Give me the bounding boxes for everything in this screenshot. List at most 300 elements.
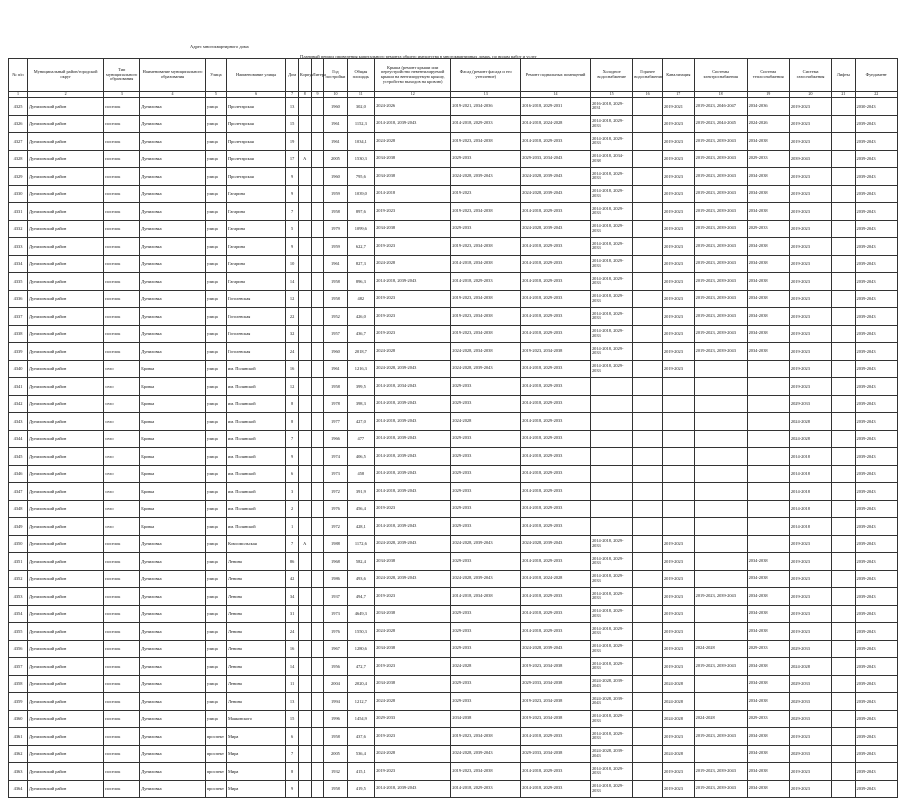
table-cell: Дуниловка xyxy=(140,693,206,711)
table-cell: 2029-2033 xyxy=(451,693,521,711)
table-cell: Ленина xyxy=(226,675,285,693)
table-cell: 2014-2018, 2029-2033 xyxy=(590,658,632,676)
table-cell xyxy=(298,255,311,273)
table-cell: 1216,3 xyxy=(347,360,375,378)
table-cell: 436,7 xyxy=(347,325,375,343)
table-cell: улица xyxy=(205,238,226,256)
table-cell xyxy=(298,378,311,396)
table-cell: 2014-2018, 2034-2038 xyxy=(451,588,521,606)
table-cell: 458 xyxy=(347,465,375,483)
table-cell: село xyxy=(104,430,140,448)
table-cell: 2014-2018, 2029-2033 xyxy=(521,133,591,151)
table-cell: 472,7 xyxy=(347,658,375,676)
table-cell xyxy=(633,623,663,641)
table-cell: 6 xyxy=(286,728,299,746)
table-cell: Дуниловский район xyxy=(28,553,104,571)
table-cell xyxy=(662,430,694,448)
table-cell: Дуниловский район xyxy=(28,290,104,308)
table-cell: улица xyxy=(205,658,226,676)
table-cell: 2029-2033 xyxy=(451,518,521,536)
table-cell: 2 xyxy=(286,500,299,518)
table-cell: 2019-2023, 2039-2043 xyxy=(694,658,747,676)
table-cell xyxy=(298,605,311,623)
table-cell: 2039-2043 xyxy=(855,395,898,413)
table-cell: Дуниловка xyxy=(140,728,206,746)
table-cell: 2014-2018, 2039-2043 xyxy=(375,395,451,413)
table-cell: 2014-2018, 2029-2033 xyxy=(590,763,632,781)
table-cell xyxy=(832,185,855,203)
table-cell: 2019-2023 xyxy=(789,290,831,308)
table-cell: 2034-2038 xyxy=(747,553,789,571)
table-cell: 2024-2028, 2039-2043 xyxy=(590,745,632,763)
table-cell: Дуниловка xyxy=(140,308,206,326)
table-cell: Дуниловский район xyxy=(28,255,104,273)
table-cell xyxy=(662,518,694,536)
table-cell: 2039-2043 xyxy=(855,780,898,798)
table-cell: улица xyxy=(205,605,226,623)
table-cell xyxy=(832,168,855,186)
table-cell: 2029-2033, 2034-2038 xyxy=(521,675,591,693)
table-cell: 4355 xyxy=(9,623,28,641)
table-cell: 2014-2018, 2029-2033 xyxy=(590,133,632,151)
column-header: Система газоснабжения xyxy=(789,59,831,92)
table-cell xyxy=(298,325,311,343)
table-cell: улица xyxy=(205,395,226,413)
table-cell: 2014-2018, 2029-2033 xyxy=(521,378,591,396)
table-cell xyxy=(311,780,324,798)
table-cell: 2029-2033 xyxy=(747,220,789,238)
table-cell: 2014-2018, 2029-2033 xyxy=(521,553,591,571)
table-cell: 1957 xyxy=(324,325,347,343)
table-cell xyxy=(298,413,311,431)
table-cell: Дуниловка xyxy=(140,640,206,658)
table-cell: 2019-2023 xyxy=(662,360,694,378)
table-cell: 2019-2023, 2039-2043 xyxy=(694,325,747,343)
table-cell: 15 xyxy=(286,115,299,133)
table-cell: 2004 xyxy=(324,675,347,693)
table-cell: 2019-2023 xyxy=(662,588,694,606)
column-number: 7 xyxy=(286,92,299,98)
table-cell: 2019-2023 xyxy=(789,133,831,151)
table-cell: улица xyxy=(205,640,226,658)
table-cell: 19 xyxy=(286,133,299,151)
table-cell xyxy=(832,658,855,676)
table-cell: 2014-2018, 2029-2033 xyxy=(590,290,632,308)
table-cell: Дуниловский район xyxy=(28,203,104,221)
table-cell: поселок xyxy=(104,710,140,728)
table-cell xyxy=(590,448,632,466)
table-cell xyxy=(311,518,324,536)
table-cell xyxy=(311,658,324,676)
table-cell: улица xyxy=(205,483,226,501)
table-row xyxy=(9,710,898,728)
table-cell: 2014-2018, 2029-2033 xyxy=(590,168,632,186)
table-cell: 2029-2033 xyxy=(747,640,789,658)
table-cell: 2019-2023, 2034-2038 xyxy=(451,325,521,343)
table-cell: поселок xyxy=(104,290,140,308)
table-cell: 7 xyxy=(286,745,299,763)
table-cell: Дуниловка xyxy=(140,763,206,781)
table-cell: Гоголевская xyxy=(226,290,285,308)
table-cell: 2019-2023, 2039-2043 xyxy=(694,185,747,203)
table-cell: 2039-2043 xyxy=(855,150,898,168)
table-row xyxy=(9,553,898,571)
table-cell xyxy=(694,378,747,396)
table-cell xyxy=(311,98,324,116)
table-cell: 2039-2043 xyxy=(855,623,898,641)
table-cell: 2034-2038 xyxy=(375,150,451,168)
table-cell: Дуниловка xyxy=(140,605,206,623)
table-cell: 2034-2038 xyxy=(375,605,451,623)
table-cell xyxy=(633,518,663,536)
table-cell: Дуниловский район xyxy=(28,623,104,641)
table-cell: 1172,6 xyxy=(347,535,375,553)
table-cell: 2024-2028 xyxy=(789,413,831,431)
table-cell: 11 xyxy=(286,675,299,693)
table-cell: 1973 xyxy=(324,465,347,483)
column-number: 20 xyxy=(789,92,831,98)
table-cell: 2020,4 xyxy=(347,675,375,693)
table-cell: Дуниловка xyxy=(140,325,206,343)
table-cell xyxy=(747,535,789,553)
table-cell: 2014-2018 xyxy=(789,465,831,483)
table-cell xyxy=(832,675,855,693)
table-cell xyxy=(311,763,324,781)
table-cell xyxy=(298,745,311,763)
table-cell: 2014-2018 xyxy=(789,448,831,466)
column-number: 17 xyxy=(662,92,694,98)
table-cell xyxy=(311,238,324,256)
table-cell xyxy=(633,483,663,501)
table-cell xyxy=(311,465,324,483)
table-cell: 2034-2038 xyxy=(747,780,789,798)
table-cell: Бровка xyxy=(140,430,206,448)
table-cell: 2029-2033 xyxy=(451,448,521,466)
table-cell: 2019-2023, 2039-2043 xyxy=(694,133,747,151)
table-cell: улица xyxy=(205,203,226,221)
table-cell: Дуниловский район xyxy=(28,728,104,746)
table-cell xyxy=(832,465,855,483)
table-cell: 2019-2023 xyxy=(662,780,694,798)
table-cell: 2029-2033 xyxy=(451,150,521,168)
table-row xyxy=(9,308,898,326)
table-cell xyxy=(694,465,747,483)
table-cell: 2014-2018, 2029-2033 xyxy=(521,605,591,623)
table-cell xyxy=(747,465,789,483)
table-cell: 4331 xyxy=(9,203,28,221)
table-body xyxy=(9,98,898,798)
table-cell xyxy=(633,133,663,151)
table-cell: 391,9 xyxy=(347,483,375,501)
table-cell: 2019-2023, 2039-2043 xyxy=(694,290,747,308)
table-cell: 2024-2028 xyxy=(694,640,747,658)
table-cell: 2014-2018, 2039-2043 xyxy=(375,115,451,133)
table-cell xyxy=(590,413,632,431)
table-row xyxy=(9,518,898,536)
table-cell: 2034-2036 xyxy=(747,98,789,116)
table-cell: Дуниловка xyxy=(140,168,206,186)
table-cell: 2029-2033 xyxy=(451,430,521,448)
table-cell: 2014-2018, 2029-2033 xyxy=(521,623,591,641)
table-cell: Дуниловка xyxy=(140,343,206,361)
table-cell: 2034-2038 xyxy=(747,308,789,326)
table-cell: Комсомольская xyxy=(226,535,285,553)
table-cell: 2029-2033 xyxy=(451,378,521,396)
table-cell: 2029-2033 xyxy=(747,710,789,728)
table-cell: 4325 xyxy=(9,98,28,116)
table-cell: 8 xyxy=(286,395,299,413)
table-cell: 2024-2028, 2039-2043 xyxy=(521,185,591,203)
table-cell: 2014-2018, 2029-2033 xyxy=(521,273,591,291)
table-cell: улица xyxy=(205,535,226,553)
table-cell: Гагарина xyxy=(226,203,285,221)
table-cell: 4345 xyxy=(9,448,28,466)
table-cell xyxy=(311,220,324,238)
table-cell: 5 xyxy=(286,220,299,238)
table-cell: 1986 xyxy=(324,570,347,588)
table-cell: 1996 xyxy=(324,710,347,728)
table-cell xyxy=(832,588,855,606)
table-cell: Гагарина xyxy=(226,185,285,203)
table-cell: 536,4 xyxy=(347,745,375,763)
table-cell: 2029-2033 xyxy=(451,553,521,571)
table-cell: 2029-2033 xyxy=(451,605,521,623)
table-cell: Бровка xyxy=(140,448,206,466)
table-cell: 1958 xyxy=(324,203,347,221)
table-cell: 2019-2023 xyxy=(789,343,831,361)
table-cell: 2014-2018, 2029-2033 xyxy=(590,203,632,221)
table-cell: 2039-2043 xyxy=(855,203,898,221)
table-cell: поселок xyxy=(104,133,140,151)
table-cell: Дуниловка xyxy=(140,588,206,606)
table-cell xyxy=(694,553,747,571)
table-cell: 2024-2028 xyxy=(662,675,694,693)
table-cell: 4337 xyxy=(9,308,28,326)
table-cell: улица xyxy=(205,465,226,483)
table-cell: поселок xyxy=(104,535,140,553)
column-header: Системы электроснабжения xyxy=(694,59,747,92)
table-cell: Бровка xyxy=(140,518,206,536)
table-cell: 896,3 xyxy=(347,273,375,291)
table-cell: 2039-2043 xyxy=(855,640,898,658)
table-cell: 2014-2018, 2029-2033 xyxy=(521,448,591,466)
table-cell: улица xyxy=(205,150,226,168)
table-cell xyxy=(298,728,311,746)
table-cell: 2024-2028, 2039-2043 xyxy=(521,220,591,238)
table-cell: 2019-2023 xyxy=(789,623,831,641)
table-cell xyxy=(747,483,789,501)
table-cell: 2019-2023 xyxy=(375,238,451,256)
table-cell: 622,7 xyxy=(347,238,375,256)
table-cell: 2019-2023, 2034-2038 xyxy=(521,693,591,711)
table-cell: 4362 xyxy=(9,745,28,763)
table-cell: 2039-2043 xyxy=(855,360,898,378)
table-cell: 4361 xyxy=(9,728,28,746)
table-cell xyxy=(590,518,632,536)
table-cell: 86 xyxy=(286,553,299,571)
table-cell: 2014-2018, 2029-2033 xyxy=(590,343,632,361)
column-header: Фасад (ремонт фасада и его утепление) xyxy=(451,59,521,92)
column-header: Тип муниципального образования xyxy=(104,59,140,92)
table-cell: 2019-2023 xyxy=(789,360,831,378)
table-cell: поселок xyxy=(104,273,140,291)
table-cell xyxy=(832,500,855,518)
table-cell: 2019-2023, 2039-2043 xyxy=(694,220,747,238)
table-cell xyxy=(298,693,311,711)
table-cell xyxy=(832,448,855,466)
table-cell: 2019-2023 xyxy=(662,640,694,658)
table-cell xyxy=(590,483,632,501)
column-header: Муниципальный район/городской округ xyxy=(28,59,104,92)
column-header: Улица xyxy=(205,59,226,92)
table-cell: 2034-2038 xyxy=(747,238,789,256)
table-cell: им. Полянской xyxy=(226,413,285,431)
table-cell: Гагарина xyxy=(226,273,285,291)
table-cell xyxy=(832,640,855,658)
table-cell: 2019-2023 xyxy=(789,168,831,186)
column-number: 12 xyxy=(375,92,451,98)
table-cell: 2019-2023 xyxy=(789,325,831,343)
column-header: Дом xyxy=(286,59,299,92)
table-row xyxy=(9,780,898,798)
table-cell: 2014-2018, 2039-2043 xyxy=(375,430,451,448)
table-cell: 2039-2043 xyxy=(855,710,898,728)
table-cell: Дуниловский район xyxy=(28,133,104,151)
table-cell: улица xyxy=(205,133,226,151)
table-cell: 2016-2018, 2029-2031 xyxy=(590,98,632,116)
table-cell: 2039-2043 xyxy=(855,220,898,238)
table-cell: 2019-2023 xyxy=(375,325,451,343)
table-cell: 1454,9 xyxy=(347,710,375,728)
table-cell xyxy=(694,448,747,466)
table-cell: 1958 xyxy=(324,273,347,291)
table-cell xyxy=(832,623,855,641)
table-cell: Мира xyxy=(226,780,285,798)
table-cell: 2014-2018, 2029-2033 xyxy=(590,185,632,203)
table-cell: Дуниловский район xyxy=(28,605,104,623)
table-cell: 2019-2023, 2039-2043 xyxy=(694,168,747,186)
table-cell xyxy=(311,343,324,361)
column-number: 5 xyxy=(205,92,226,98)
table-cell: Гоголевская xyxy=(226,343,285,361)
table-row xyxy=(9,343,898,361)
table-row xyxy=(9,255,898,273)
table-cell: 2019-2023 xyxy=(662,763,694,781)
table-cell: улица xyxy=(205,220,226,238)
table-cell: 2029-2033 xyxy=(375,710,451,728)
table-cell xyxy=(747,448,789,466)
column-header: Фундамент xyxy=(855,59,898,92)
table-cell: Дуниловский район xyxy=(28,640,104,658)
column-number: 2 xyxy=(28,92,104,98)
table-cell: 2019-2023 xyxy=(789,273,831,291)
table-cell: Пролетарская xyxy=(226,133,285,151)
table-cell: Дуниловский район xyxy=(28,378,104,396)
table-cell: им. Полянской xyxy=(226,430,285,448)
table-cell: 2014-2018, 2029-2033 xyxy=(521,413,591,431)
table-cell: 2029-2033, 2034-2043 xyxy=(521,150,591,168)
table-cell: 2024-2028 xyxy=(451,413,521,431)
table-cell: 2014-2018, 2029-2033 xyxy=(590,220,632,238)
table-cell xyxy=(298,483,311,501)
table-cell xyxy=(298,185,311,203)
table-cell: поселок xyxy=(104,745,140,763)
table-cell: 4347 xyxy=(9,483,28,501)
table-cell: Бровка xyxy=(140,500,206,518)
table-cell: проспект xyxy=(205,763,226,781)
column-number: 15 xyxy=(590,92,632,98)
table-cell xyxy=(832,115,855,133)
table-cell: 1550,3 xyxy=(347,623,375,641)
table-cell: 2019-2023, 2039-2043 xyxy=(694,255,747,273)
table-cell xyxy=(311,710,324,728)
table-cell: 2024-2028, 2039-2043 xyxy=(451,535,521,553)
table-row xyxy=(9,570,898,588)
table-cell: 1932 xyxy=(324,763,347,781)
table-cell xyxy=(298,290,311,308)
table-cell: село xyxy=(104,413,140,431)
table-row xyxy=(9,290,898,308)
table-cell: им. Полянской xyxy=(226,465,285,483)
table-cell: 4335 xyxy=(9,273,28,291)
table-cell xyxy=(298,570,311,588)
table-cell: 2019-2023 xyxy=(789,605,831,623)
table-cell xyxy=(590,500,632,518)
table-cell: улица xyxy=(205,570,226,588)
table-cell: поселок xyxy=(104,115,140,133)
table-cell: улица xyxy=(205,98,226,116)
table-cell: 2024-2028 xyxy=(375,623,451,641)
table-cell xyxy=(298,220,311,238)
table-cell xyxy=(633,780,663,798)
table-cell xyxy=(311,378,324,396)
column-number: 21 xyxy=(832,92,855,98)
table-cell xyxy=(633,413,663,431)
table-cell xyxy=(633,290,663,308)
table-cell: улица xyxy=(205,675,226,693)
table-cell: 2024-2028 xyxy=(694,710,747,728)
column-number: 14 xyxy=(521,92,591,98)
table-cell: 2039-2043 xyxy=(855,378,898,396)
table-cell: 2019-2023 xyxy=(662,343,694,361)
table-cell: 2034-2038 xyxy=(747,325,789,343)
table-cell: 1976 xyxy=(324,500,347,518)
table-cell xyxy=(590,465,632,483)
table-cell: 2014-2018, 2029-2033 xyxy=(451,780,521,798)
table-cell: поселок xyxy=(104,588,140,606)
table-cell xyxy=(311,150,324,168)
table-cell: Дуниловский район xyxy=(28,465,104,483)
table-cell: 4332 xyxy=(9,220,28,238)
table-cell: 4344 xyxy=(9,430,28,448)
table-row xyxy=(9,185,898,203)
table-cell xyxy=(694,675,747,693)
table-cell xyxy=(311,430,324,448)
table-cell xyxy=(633,640,663,658)
table-cell: 4339 xyxy=(9,343,28,361)
table-cell: 2019-2023 xyxy=(789,588,831,606)
table-cell xyxy=(298,588,311,606)
table-cell: 2014-2018, 2029-2033 xyxy=(521,763,591,781)
table-cell: 2019-2023 xyxy=(789,220,831,238)
table-cell: 2034-2038 xyxy=(747,290,789,308)
table-cell xyxy=(298,273,311,291)
table-cell xyxy=(311,290,324,308)
column-header: Год постройки xyxy=(324,59,347,92)
table-cell: 456,4 xyxy=(347,500,375,518)
table-cell: Дуниловский район xyxy=(28,98,104,116)
table-cell: улица xyxy=(205,290,226,308)
